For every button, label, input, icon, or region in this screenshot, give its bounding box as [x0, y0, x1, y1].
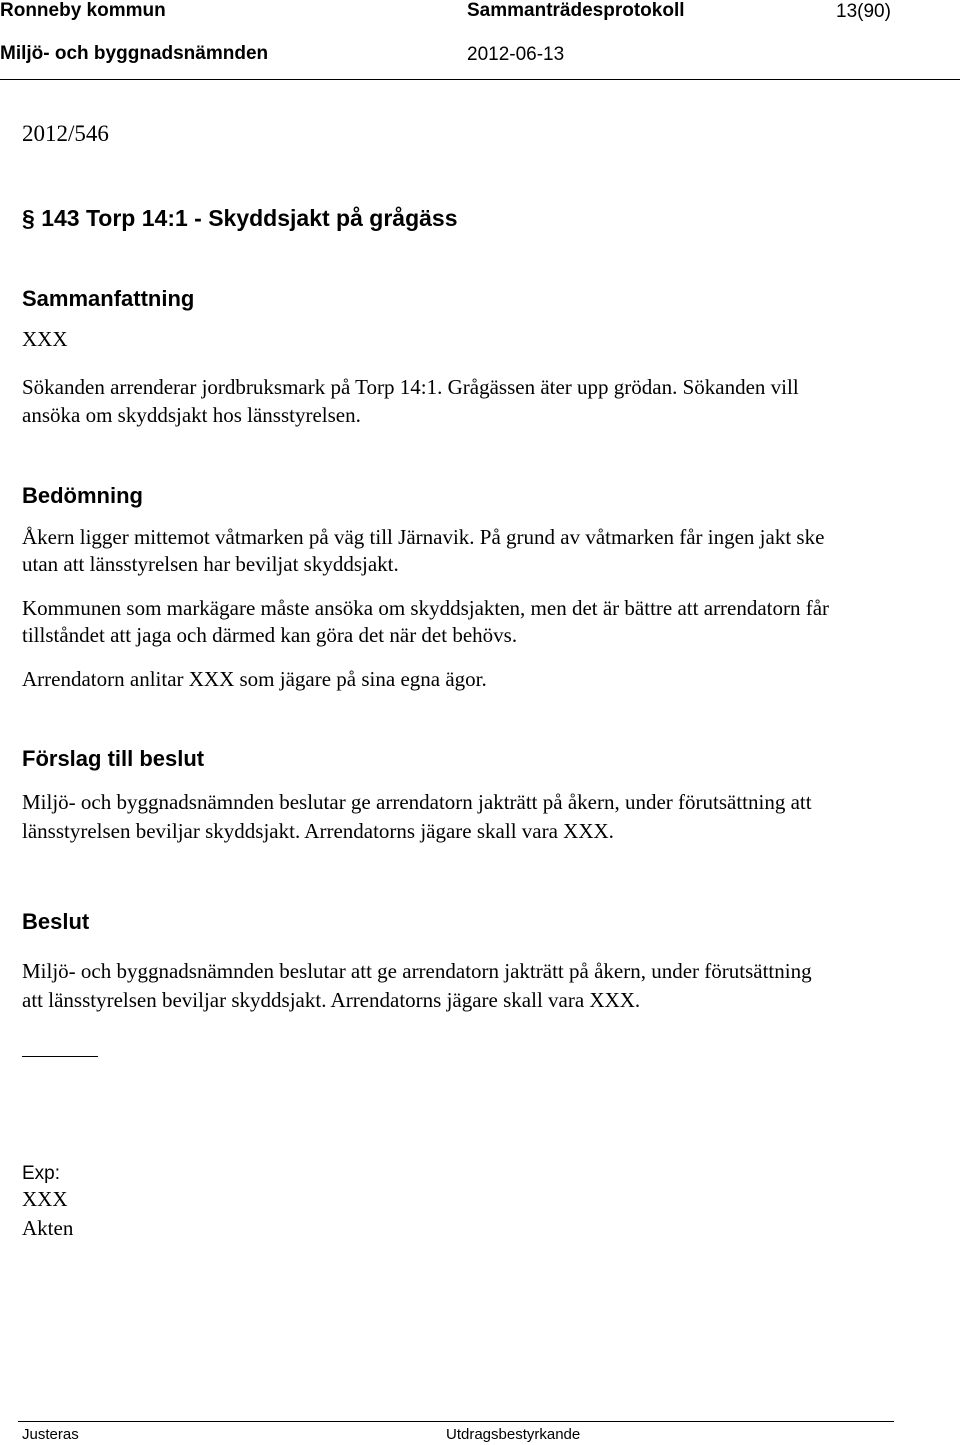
- footer-divider: [18, 1421, 894, 1422]
- section-title-text: 143 Torp 14:1 - Skyddsjakt på grågäss: [41, 205, 458, 231]
- heading-sammanfattning: Sammanfattning: [22, 286, 195, 311]
- applicant-name: XXX: [22, 327, 68, 351]
- assessment-p2-line-1: Kommunen som markägare måste ansöka om skyddsjakten, men det är bättre att arrendatorn får: [22, 596, 830, 620]
- proposal-line-2: länsstyrelsen beviljar skyddsjakt. Arrendatorns jägare skall vara XXX.: [22, 819, 614, 843]
- footer-justeras: Justeras: [22, 1426, 79, 1443]
- page-number: 13(90): [836, 1, 891, 22]
- heading-forslag: Förslag till beslut: [22, 746, 205, 771]
- decision-separator: [22, 1056, 98, 1057]
- section-title: [22, 205, 458, 232]
- expedition-label: Exp:: [22, 1163, 61, 1184]
- municipality-name: Ronneby kommun: [0, 0, 166, 21]
- expedition-recipient-1: XXX: [22, 1187, 68, 1211]
- assessment-p1-line-1: Åkern ligger mittemot våtmarken på väg till Järnavik. På grund av våtmarken får ingen jakt ske: [22, 525, 825, 549]
- header-divider: [0, 79, 960, 80]
- meeting-date: 2012-06-13: [467, 44, 565, 65]
- document-type: Sammanträdesprotokoll: [467, 0, 685, 21]
- decision-line-2: att länsstyrelsen beviljar skyddsjakt. Arrendatorns jägare skall vara XXX.: [22, 988, 641, 1012]
- heading-bedomning: Bedömning: [22, 483, 143, 508]
- decision-line-1: Miljö- och byggnadsnämnden beslutar att ge arrendatorn jakträtt på åkern, under förutsättning: [22, 959, 812, 983]
- assessment-p1-line-2: utan att länsstyrelsen har beviljat skyddsjakt.: [22, 552, 399, 576]
- heading-beslut: Beslut: [22, 909, 90, 934]
- case-number: 2012/546: [22, 121, 109, 146]
- board-name: Miljö- och byggnadsnämnden: [0, 43, 269, 64]
- footer-utdragsbestyrkande: Utdragsbestyrkande: [446, 1426, 581, 1443]
- summary-line-1: Sökanden arrenderar jordbruksmark på Torp 14:1. Grågässen äter upp grödan. Sökanden vill: [22, 375, 799, 399]
- assessment-p3: Arrendatorn anlitar XXX som jägare på sina egna ägor.: [22, 667, 487, 691]
- assessment-p2-line-2: tillståndet att jaga och därmed kan göra det när det behövs.: [22, 623, 518, 647]
- expedition-recipient-2: Akten: [22, 1216, 74, 1240]
- paragraph-sign: §: [22, 205, 35, 231]
- proposal-line-1: Miljö- och byggnadsnämnden beslutar ge arrendatorn jakträtt på åkern, under förutsättning att: [22, 790, 812, 814]
- summary-line-2: ansöka om skyddsjakt hos länsstyrelsen.: [22, 403, 361, 427]
